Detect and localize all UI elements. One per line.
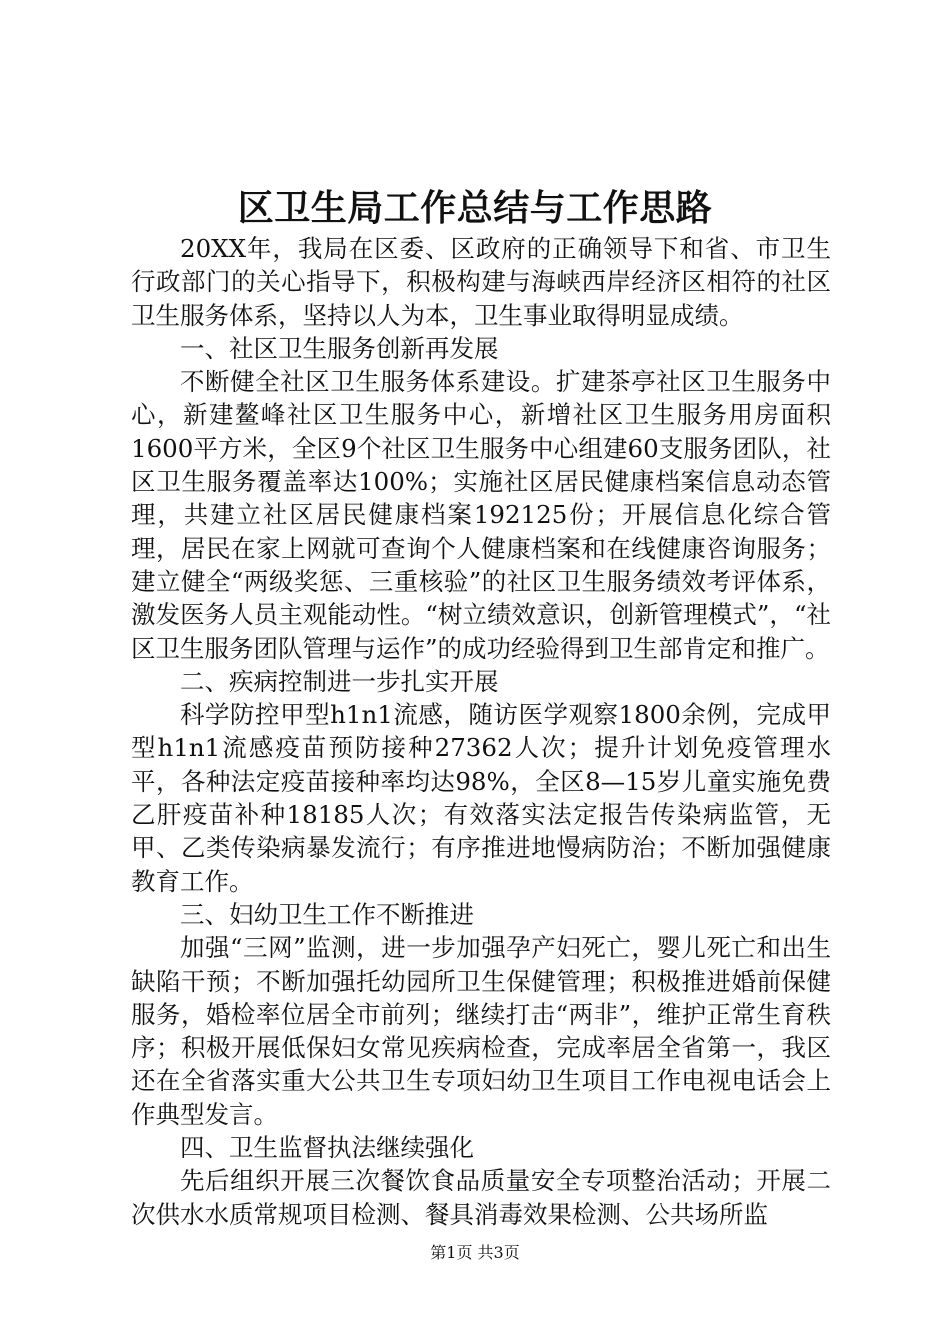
section-heading-4: 四、卫生监督执法继续强化 (180, 1133, 474, 1163)
section-heading-2: 二、疾病控制进一步扎实开展 (180, 666, 499, 696)
intro-paragraph: 20XX年，我局在区委、区政府的正确领导下和省、市卫生行政部门的关心指导下，积极构建与海峡西岸经济区相符的社区卫生服务体系，坚持以人为本，卫生事业取得明显成绩。 (131, 234, 831, 330)
section-paragraph-3: 加强“三网”监测，进一步加强孕产妇死亡，婴儿死亡和出生缺陷干预；不断加强托幼园所卫生保健管理；积极推进婚前保健服务，婚检率位居全市前列；继续打击“两非”，维护正常生育秩序；积极开展低保妇女常见疾病检查，完成率居全省第一，我区还在全省落实重大公共卫生专项妇幼卫生项目工作电视电话会上作典型发言。 (131, 933, 831, 1129)
document-body (131, 232, 831, 1231)
document-title: 区卫生局工作总结与工作思路 (237, 187, 713, 229)
section-heading-3: 三、妇幼卫生工作不断推进 (180, 899, 474, 929)
section-heading-1: 一、社区卫生服务创新再发展 (180, 333, 499, 363)
page-number-footer: 第1页 共3页 (430, 1243, 520, 1262)
section-paragraph-2: 科学防控甲型h1n1流感，随访医学观察1800余例，完成甲型h1n1流感疫苗预防接种27362人次；提升计划免疫管理水平，各种法定疫苗接种率均达98%，全区8—15岁儿童实施免费乙肝疫苗补种18185人次；有效落实法定报告传染病监管，无甲、乙类传染病暴发流行；有序推进地慢病防治；不断加强健康教育工作。 (131, 700, 831, 896)
section-paragraph-4: 先后组织开展三次餐饮食品质量安全专项整治活动；开展二次供水水质常规项目检测、餐具消毒效果检测、公共场所监 (131, 1166, 831, 1229)
section-paragraph-1: 不断健全社区卫生服务体系建设。扩建茶亭社区卫生服务中心，新建鳌峰社区卫生服务中心，新增社区卫生服务用房面积1600平方米，全区9个社区卫生服务中心组建60支服务团队，社区卫生服务覆盖率达100%；实施社区居民健康档案信息动态管理，共建立社区居民健康档案192125份；开展信息化综合管理，居民在家上网就可查询个人健康档案和在线健康咨询服务；建立健全“两级奖惩、三重核验”的社区卫生服务绩效考评体系，激发医务人员主观能动性。“树立绩效意识，创新管理模式”，“社区卫生服务团队管理与运作”的成功经验得到卫生部肯定和推广。 (131, 367, 831, 663)
